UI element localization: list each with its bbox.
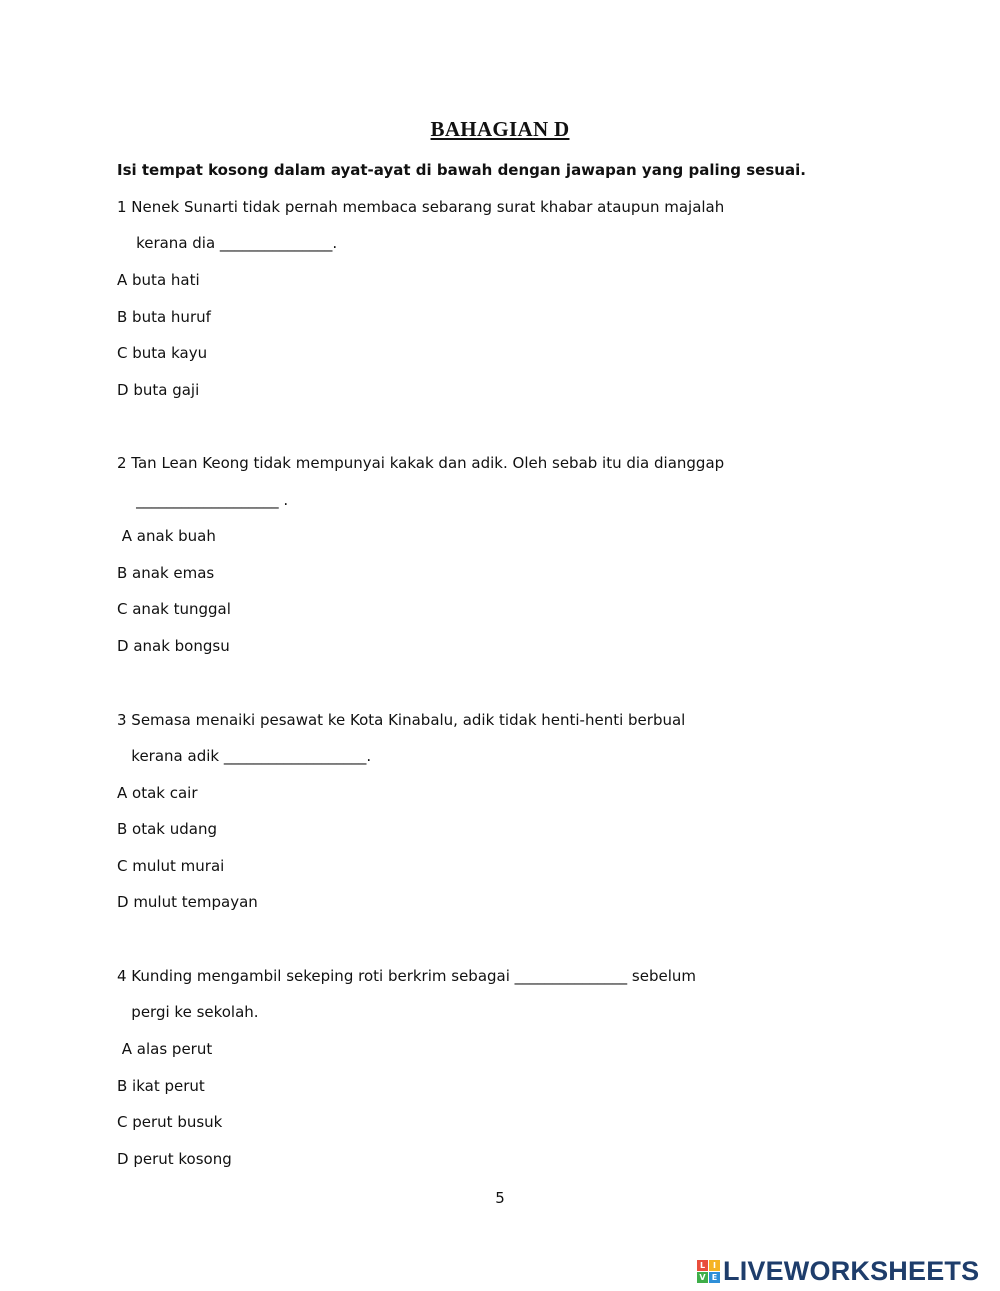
section-heading: BAHAGIAN D [430, 117, 570, 141]
question-3-option-d[interactable]: D mulut tempayan [117, 893, 258, 911]
question-3-option-c[interactable]: C mulut murai [117, 857, 225, 875]
question-1-line-1: 1 Nenek Sunarti tidak pernah membaca sebarang surat khabar ataupun majalah [117, 198, 725, 216]
question-2-line-2: ___________________ . [117, 491, 289, 509]
question-2-option-d[interactable]: D anak bongsu [117, 637, 230, 655]
question-4-line-2: pergi ke sekolah. [117, 1003, 259, 1021]
logo-tiles-icon [697, 1260, 720, 1283]
question-4-option-a[interactable]: A alas perut [117, 1040, 213, 1058]
logo-text: LIVEWORKSHEETS [723, 1255, 980, 1286]
logo-tile: E [709, 1272, 720, 1283]
question-1-option-b[interactable]: B buta huruf [117, 308, 211, 326]
question-1-line-2: kerana dia _______________. [117, 234, 338, 252]
question-4-option-b[interactable]: B ikat perut [117, 1077, 205, 1095]
question-3-option-b[interactable]: B otak udang [117, 820, 218, 838]
question-3-line-1: 3 Semasa menaiki pesawat ke Kota Kinabalu, adik tidak henti-henti berbual [117, 711, 686, 729]
logo-tile: I [709, 1260, 720, 1271]
instruction: Isi tempat kosong dalam ayat-ayat di bawah dengan jawapan yang paling sesuai. [117, 161, 806, 179]
question-4-line-1: 4 Kunding mengambil sekeping roti berkrim sebagai _______________ sebelum [117, 967, 697, 985]
question-3-option-a[interactable]: A otak cair [117, 784, 198, 802]
logo-tile: L [697, 1260, 708, 1271]
logo-tile: V [697, 1272, 708, 1283]
question-2-option-a[interactable]: A anak buah [117, 527, 216, 545]
liveworksheets-logo [697, 1256, 979, 1286]
question-2-line-1: 2 Tan Lean Keong tidak mempunyai kakak dan adik. Oleh sebab itu dia dianggap [117, 454, 725, 472]
question-2-option-c[interactable]: C anak tunggal [117, 600, 231, 618]
question-1-option-c[interactable]: C buta kayu [117, 344, 208, 362]
question-3-line-2: kerana adik ___________________. [117, 747, 372, 765]
question-1-option-d[interactable]: D buta gaji [117, 381, 200, 399]
question-4-option-c[interactable]: C perut busuk [117, 1113, 223, 1131]
page-number: 5 [495, 1189, 505, 1207]
question-1-option-a[interactable]: A buta hati [117, 271, 200, 289]
question-2-option-b[interactable]: B anak emas [117, 564, 215, 582]
question-4-option-d[interactable]: D perut kosong [117, 1150, 232, 1168]
